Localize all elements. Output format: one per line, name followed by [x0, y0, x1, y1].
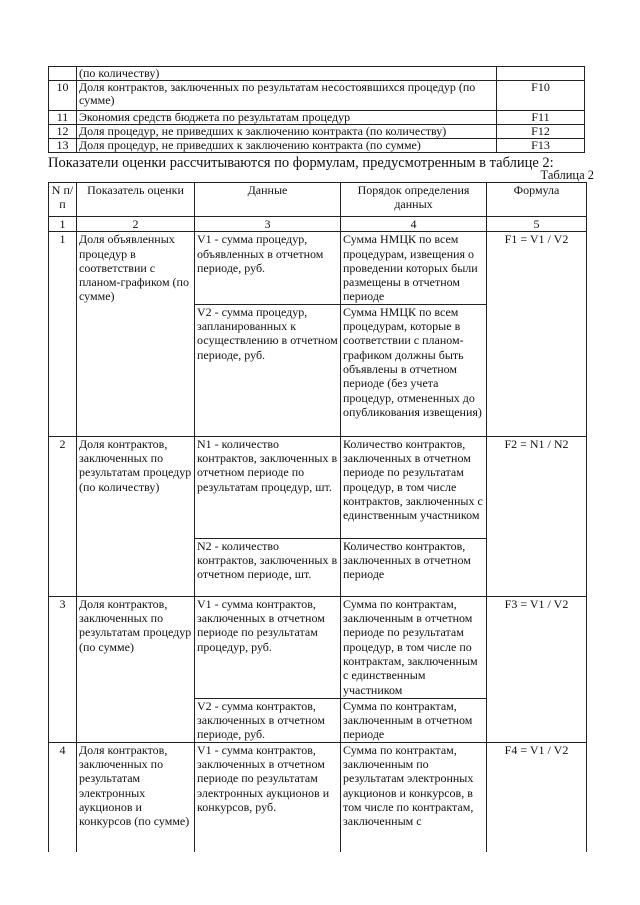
data-method: Количество контрактов, заключенных в отчетном периоде — [341, 538, 487, 596]
column-number: 1 — [49, 217, 77, 232]
row-number: 11 — [49, 111, 77, 125]
formula: F4 = V1 / V2 — [487, 742, 587, 852]
indicator-code: F12 — [497, 125, 585, 139]
row-number: 13 — [49, 139, 77, 153]
formulas-table — [48, 182, 587, 852]
table-row — [49, 139, 585, 153]
header-data: Данные — [195, 183, 341, 217]
indicator-code: F10 — [497, 81, 585, 111]
indicator-text: (по количеству) — [77, 67, 497, 81]
formula: F1 = V1 / V2 — [487, 232, 587, 436]
table-header-row — [49, 183, 587, 217]
row-number: 10 — [49, 81, 77, 111]
column-number: 4 — [341, 217, 487, 232]
table-row — [49, 111, 585, 125]
intro-paragraph: Показатели оценки рассчитываются по формулам, предусмотренным в таблице 2: — [48, 155, 554, 171]
header-indicator: Показатель оценки — [77, 183, 195, 217]
data-method: Сумма по контрактам, заключенным по результатам электронных аукционов и конкурсов, в том числе по контрактам, заключенным с — [341, 742, 487, 852]
data-method: Сумма по контрактам, заключенным в отчетном периоде по результатам процедур, в том числе по контрактам, заключенным с единственным участником — [341, 596, 487, 698]
table-row — [49, 232, 587, 304]
table-row — [49, 742, 587, 852]
column-number: 3 — [195, 217, 341, 232]
data-param: V1 - сумма контрактов, заключенных в отчетном периоде по результатам процедур, руб. — [195, 596, 341, 698]
data-method: Сумма НМЦК по всем процедурам, которые в соответствии с планом-графиком должны быть объявлены в отчетном периоде (без учета процедур, отмененных до опубликования извещения) — [341, 304, 487, 436]
formula: F3 = V1 / V2 — [487, 596, 587, 742]
formula: F2 = N1 / N2 — [487, 436, 587, 596]
column-number: 5 — [487, 217, 587, 232]
indicator-code: F11 — [497, 111, 585, 125]
indicator-text: Доля процедур, не приведших к заключению контракта (по сумме) — [77, 139, 497, 153]
indicator-name: Доля контрактов, заключенных по результатам электронных аукционов и конкурсов (по сумме) — [77, 742, 195, 852]
indicator-text: Экономия средств бюджета по результатам процедур — [77, 111, 497, 125]
header-number: N п/п — [49, 183, 77, 217]
row-number: 3 — [49, 596, 77, 742]
row-number: 1 — [49, 232, 77, 436]
data-param: V2 - сумма процедур, запланированных к осуществлению в отчетном периоде, руб. — [195, 304, 341, 436]
table-row — [49, 125, 585, 139]
row-number: 12 — [49, 125, 77, 139]
table-row — [49, 436, 587, 538]
data-method: Сумма по контрактам, заключенным в отчетном периоде — [341, 698, 487, 742]
table-row — [49, 81, 585, 111]
data-param: V2 - сумма контрактов, заключенных в отчетном периоде, руб. — [195, 698, 341, 742]
row-number: 4 — [49, 742, 77, 852]
indicator-code: F13 — [497, 139, 585, 153]
indicator-code — [497, 67, 585, 81]
indicators-table-continued — [48, 66, 585, 153]
indicator-name: Доля контрактов, заключенных по результатам процедур (по сумме) — [77, 596, 195, 742]
table-row — [49, 67, 585, 81]
indicator-name: Доля объявленных процедур в соответствии с планом-графиком (по сумме) — [77, 232, 195, 436]
header-method: Порядок определения данных — [341, 183, 487, 217]
header-formula: Формула — [487, 183, 587, 217]
row-number — [49, 67, 77, 81]
column-number-row — [49, 217, 587, 232]
indicator-text: Доля процедур, не приведших к заключению контракта (по количеству) — [77, 125, 497, 139]
data-param: N2 - количество контрактов, заключенных в отчетном периоде, шт. — [195, 538, 341, 596]
data-param: V1 - сумма процедур, объявленных в отчетном периоде, руб. — [195, 232, 341, 304]
table-row — [49, 596, 587, 698]
indicator-name: Доля контрактов, заключенных по результатам процедур (по количеству) — [77, 436, 195, 596]
row-number: 2 — [49, 436, 77, 596]
data-param: N1 - количество контрактов, заключенных в отчетном периоде по результатам процедур, шт. — [195, 436, 341, 538]
data-method: Сумма НМЦК по всем процедурам, извещения о проведении которых были размещены в отчетном периоде — [341, 232, 487, 304]
data-method: Количество контрактов, заключенных в отчетном периоде по результатам процедур, в том числе контрактов, заключенных с единственным участником — [341, 436, 487, 538]
column-number: 2 — [77, 217, 195, 232]
indicator-text: Доля контрактов, заключенных по результатам несостоявшихся процедур (по сумме) — [77, 81, 497, 111]
table-label: Таблица 2 — [540, 168, 594, 182]
data-param: V1 - сумма контрактов, заключенных в отчетном периоде по результатам электронных аукционов и конкурсов, руб. — [195, 742, 341, 852]
